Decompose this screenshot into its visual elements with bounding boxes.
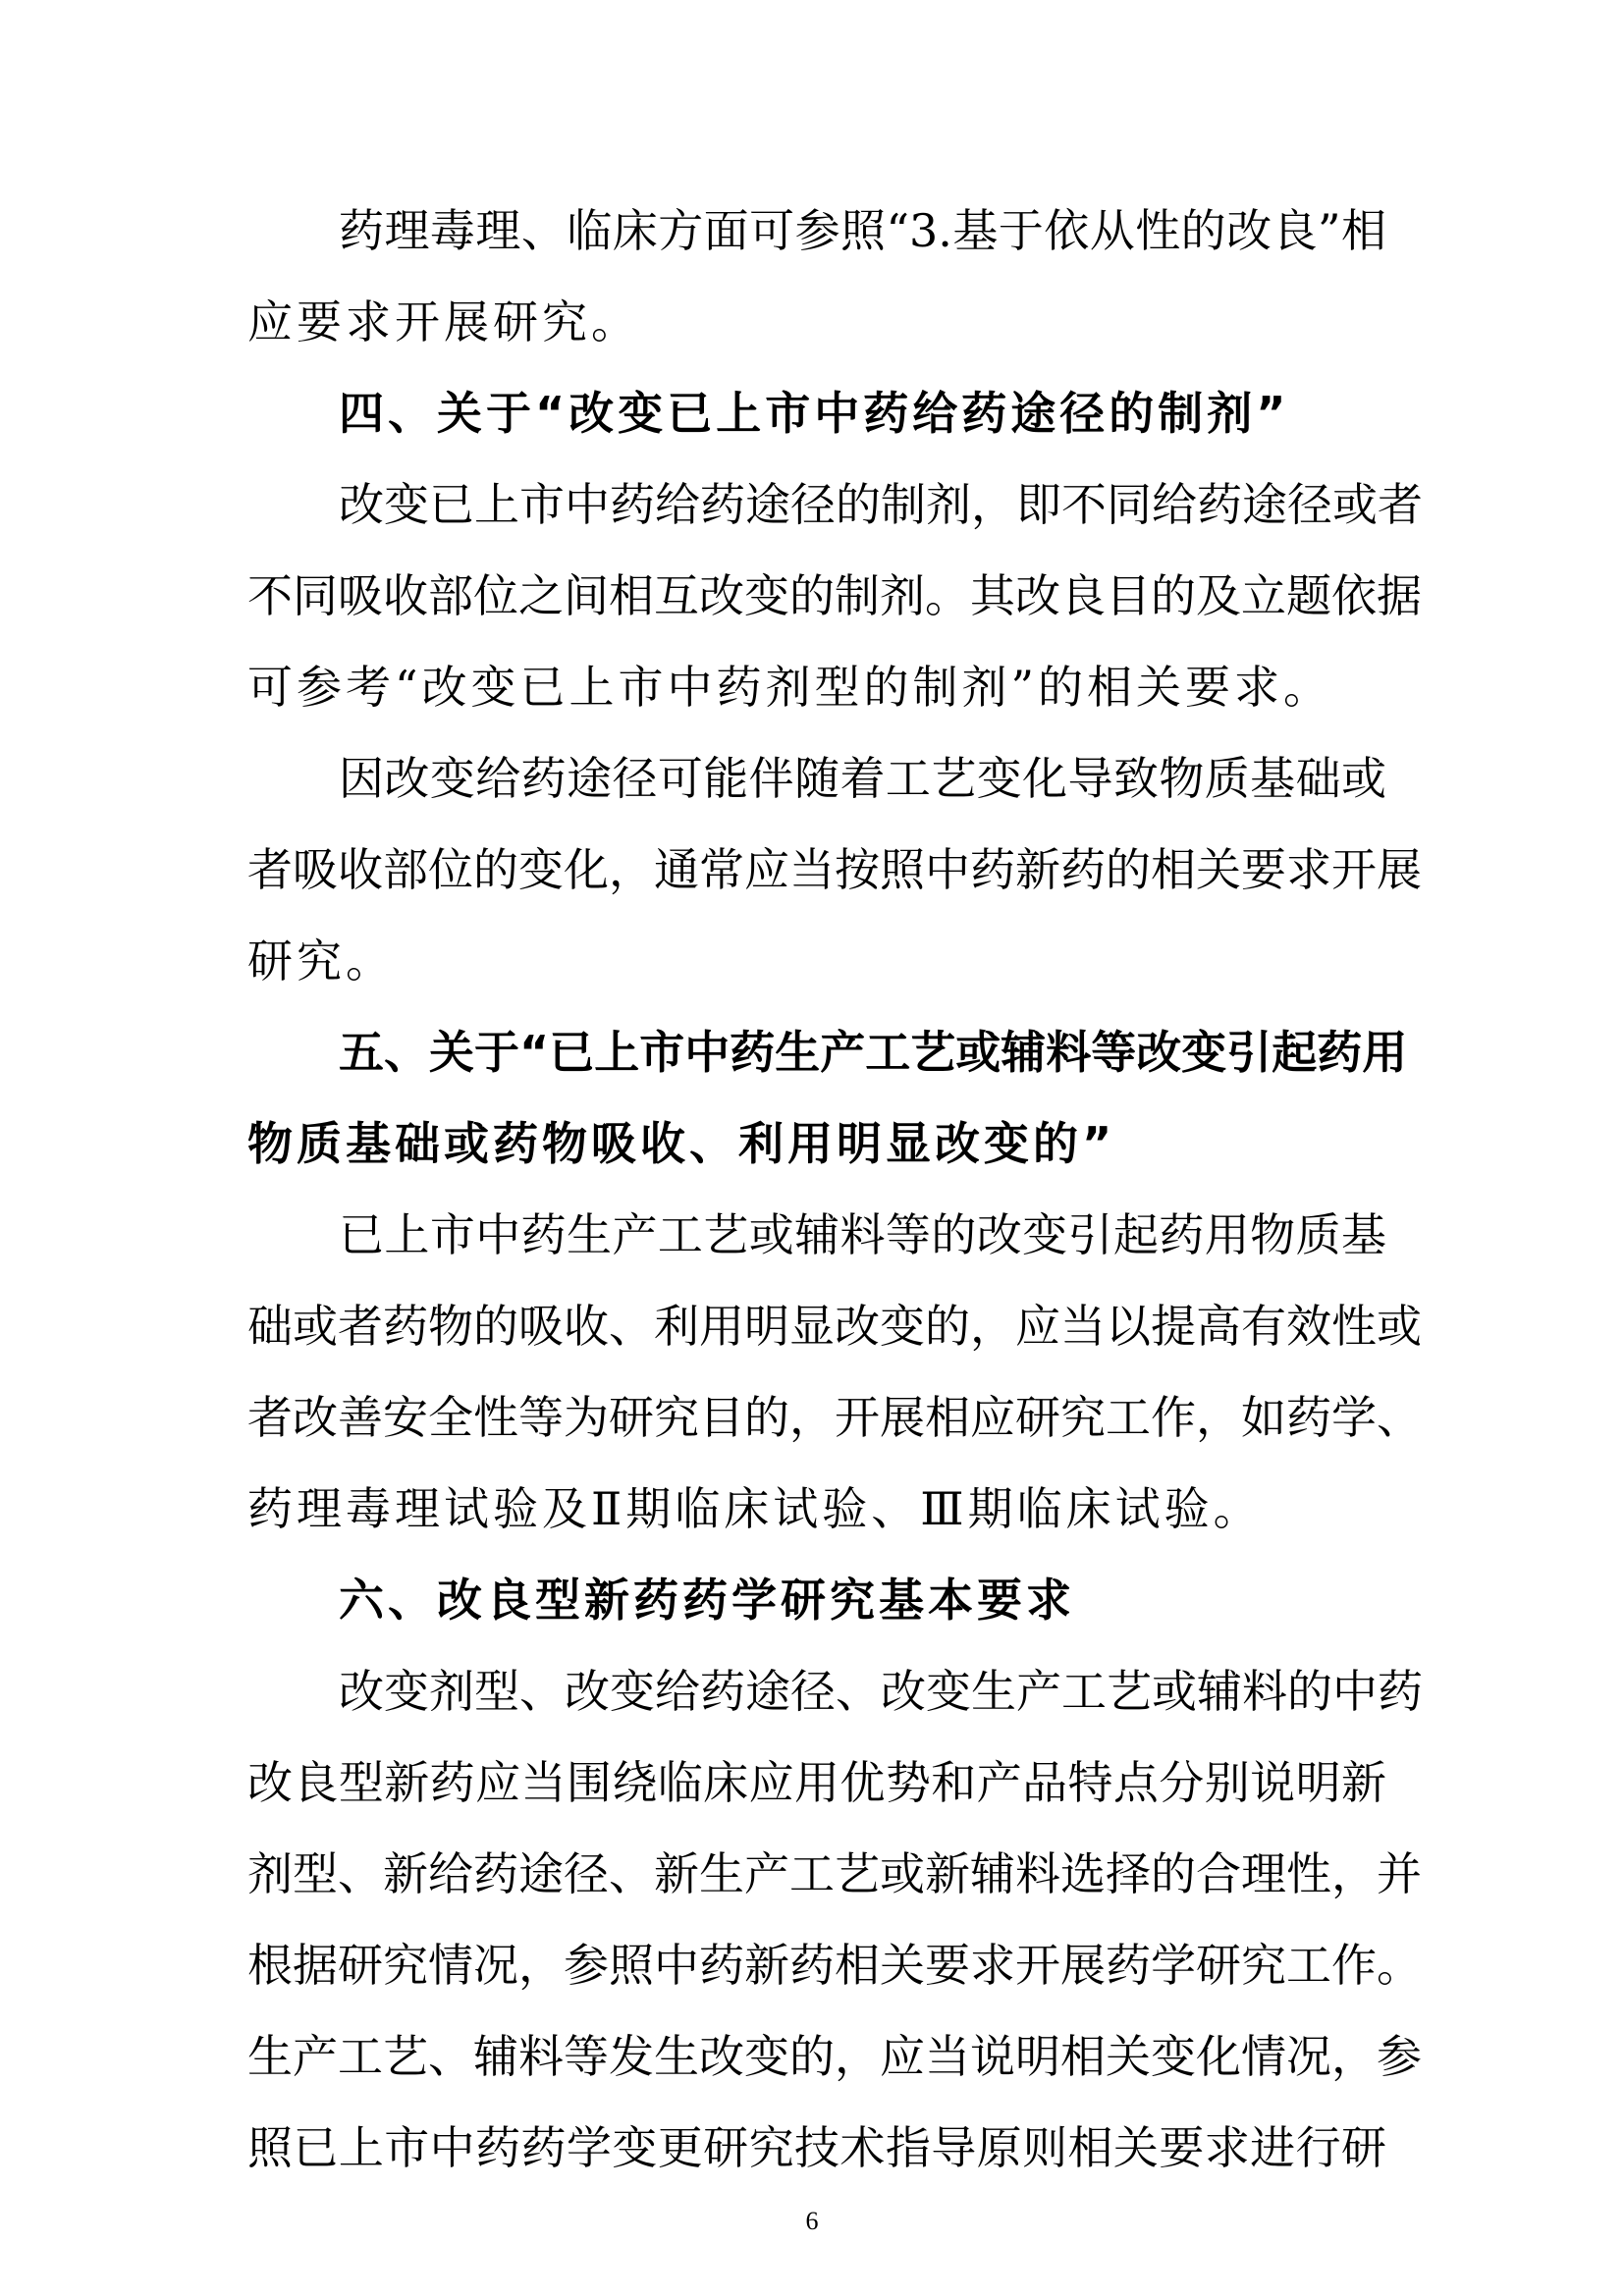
section-heading-5-line-1: 物质基础或药物吸收、利用明显改变的” [247,1117,1116,1170]
paragraph-2-line-0: 改变已上市中药给药途径的制剂，即不同给药途径或者 [339,478,1423,531]
paragraph-7-line-4: 生产工艺、辅料等发生改变的，应当说明相关变化情况，参 [247,2030,1422,2083]
paragraph-7-line-0: 改变剂型、改变给药途径、改变生产工艺或辅料的中药 [339,1665,1423,1718]
paragraph-2-line-1: 不同吸收部位之间相互改变的制剂。其改良目的及立题依据 [247,569,1422,622]
section-heading-5-line-0: 五、关于“已上市中药生产工艺或辅料等改变引起药用 [339,1026,1408,1079]
paragraph-2-line-2: 可参考“改变已上市中药剂型的制剂”的相关要求。 [247,661,1333,714]
paragraph-3-line-0: 因改变给药途径可能伴随着工艺变化导致物质基础或 [339,752,1386,805]
paragraph-7-line-5: 照已上市中药药学变更研究技术指导原则相关要求进行研 [247,2121,1386,2174]
page-number: 6 [805,2207,819,2235]
paragraph-5-line-2: 者改善安全性等为研究目的，开展相应研究工作，如药学、 [247,1391,1422,1444]
paragraph-5-line-3: 药理毒理试验及Ⅱ期临床试验、Ⅲ期临床试验。 [247,1482,1263,1535]
paragraph-7-line-1: 改良型新药应当围绕临床应用优势和产品特点分别说明新 [247,1756,1386,1809]
paragraph-0-line-1: 应要求开展研究。 [247,295,640,348]
paragraph-3-line-2: 研究。 [247,934,395,988]
section-heading-6: 六、改良型新药药学研究基本要求 [339,1574,1075,1627]
paragraph-7-line-2: 剂型、新给药途径、新生产工艺或新辅料选择的合理性，并 [247,1847,1422,1900]
paragraph-0-line-0: 药理毒理、临床方面可参照“3.基于依从性的改良”相 [339,204,1386,257]
paragraph-5-line-1: 础或者药物的吸收、利用明显改变的，应当以提高有效性或 [247,1300,1422,1353]
paragraph-7-line-3: 根据研究情况，参照中药新药相关要求开展药学研究工作。 [247,1939,1422,1992]
paragraph-5-line-0: 已上市中药生产工艺或辅料等的改变引起药用物质基 [339,1208,1386,1261]
section-heading-4: 四、关于“改变已上市中药给药途径的制剂” [339,387,1290,440]
paragraph-3-line-1: 者吸收部位的变化，通常应当按照中药新药的相关要求开展 [247,843,1422,896]
